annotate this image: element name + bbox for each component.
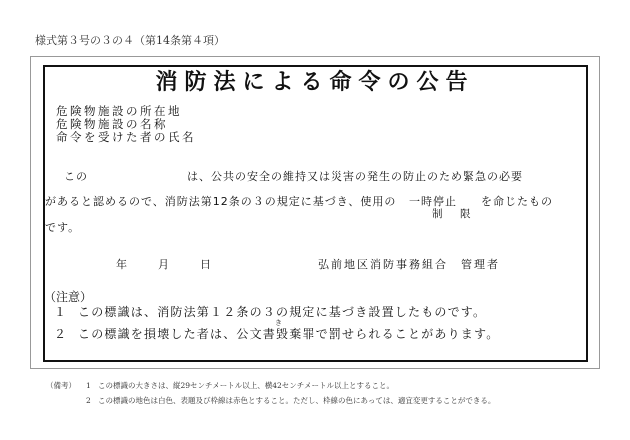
note-furigana: き	[275, 319, 282, 327]
label-facility-location: 危険物施設の所在地	[56, 104, 182, 118]
note-text: この標識を損壊した者は、公文書毀棄罪で罰せられることがあります。	[78, 327, 500, 341]
note-text: この標識は、消防法第１２条の３の規定に基づき設置したものです。	[78, 305, 487, 319]
date-day: 日	[200, 258, 212, 271]
body-line1-rest: は、公共の安全の維持又は災害の発生の防止のため緊急の必要	[187, 170, 523, 183]
remark-number: 1	[86, 381, 91, 390]
note-number: １	[54, 305, 68, 319]
body-line1-start: この	[64, 170, 88, 183]
option-restrict-1: 制	[432, 208, 443, 220]
body-line2-start: があると認めるので、消防法第12条の３の規定に基づき、使用の	[45, 195, 397, 208]
date-month: 月	[158, 258, 170, 271]
remark-number: 2	[86, 396, 91, 405]
form-number: 様式第３号の３の４（第14条第４項）	[35, 34, 225, 47]
remark-text: この標識の大きさは、縦29センチメートル以上、横42センチメートル以上とすること。	[98, 381, 394, 390]
body-line2-rest: を命じたもの	[481, 195, 553, 208]
body-line3: です。	[45, 221, 81, 234]
notice-title: 消防法による命令の公告	[155, 70, 475, 95]
option-restrict-2: 限	[460, 208, 471, 220]
notes-heading: （注意）	[44, 290, 93, 304]
remarks-heading: （備考）	[46, 381, 76, 390]
remark-text: この標識の地色は白色、表題及び枠線は赤色とすること。ただし、枠線の色にあっては、適宜変更することができる。	[98, 396, 496, 405]
option-suspend: 一時停止	[409, 195, 457, 208]
label-facility-name: 危険物施設の名称	[56, 117, 168, 131]
issuer: 弘前地区消防事務組合 管理者	[318, 258, 500, 271]
label-recipient-name: 命令を受けた者の氏名	[56, 130, 196, 144]
note-number: ２	[54, 327, 68, 341]
date-year: 年	[116, 258, 128, 271]
